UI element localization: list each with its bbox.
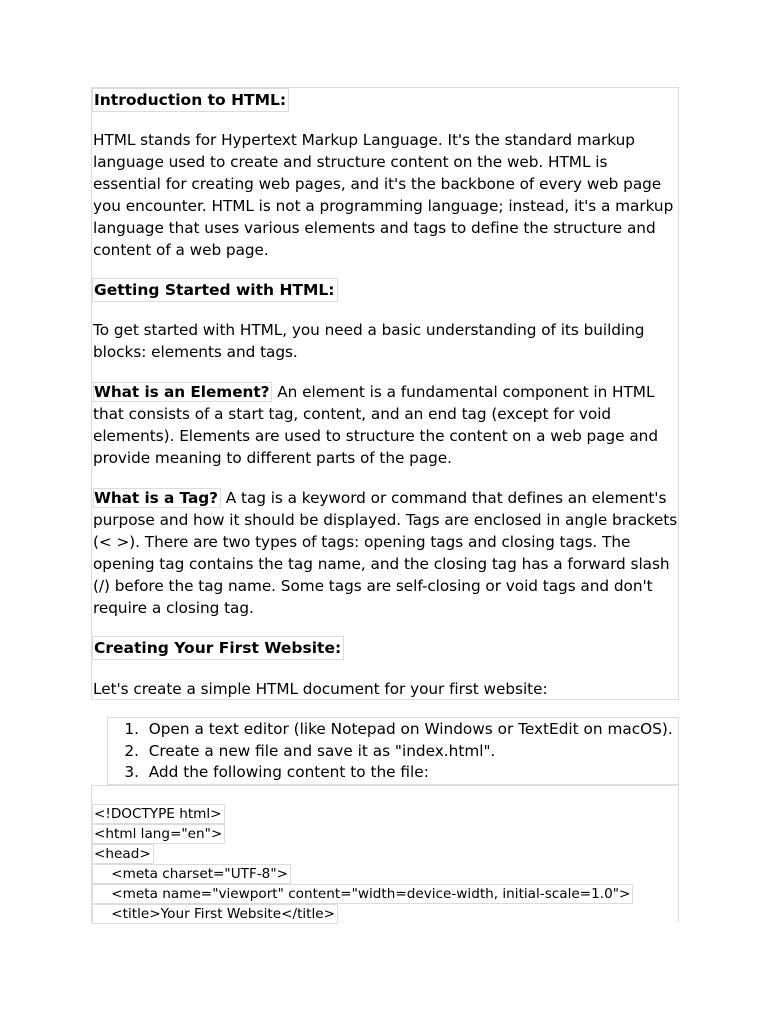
- code-line: <head>: [92, 844, 154, 864]
- code-line: <!DOCTYPE html>: [92, 804, 225, 824]
- code-line: <title>Your First Website</title>: [92, 904, 338, 924]
- list-item: [108, 719, 673, 741]
- first-website-paragraph: Let's create a simple HTML document for your first website:: [93, 680, 548, 698]
- first-website-heading: Creating Your First Website:: [92, 636, 344, 660]
- code-line: <meta charset="UTF-8">: [92, 864, 291, 884]
- step-number: 3.: [124, 763, 139, 781]
- step-text: Create a new file and save it as "index.html".: [148, 741, 496, 760]
- element-text: An element is a fundamental component in HTML that consists of a start tag, content, and an end tag (except for void elements). Elements are used to structure the content on a web page and provide meaning to different parts of the page.: [93, 383, 658, 467]
- tag-paragraph: [93, 487, 678, 619]
- steps-list: [108, 719, 673, 784]
- getting-started-heading: Getting Started with HTML:: [92, 278, 338, 302]
- code-line: <html lang="en">: [92, 824, 225, 844]
- step-number: 2.: [124, 741, 139, 760]
- intro-paragraph: HTML stands for Hypertext Markup Language. It's the standard markup language used to create and structure content on the web. HTML is essential for creating web pages, and it's the backbone of every web page you encounter. HTML is not a programming language; instead, it's a markup language that uses various elements and tags to define the structure and content of a web page.: [93, 131, 674, 259]
- getting-started-paragraph: To get started with HTML, you need a basic understanding of its building blocks: elements and tags.: [93, 321, 645, 361]
- step-text: Add the following content to the file:: [148, 763, 429, 781]
- element-lead: What is an Element?: [93, 382, 272, 402]
- code-line: <meta name="viewport" content="width=device-width, initial-scale=1.0">: [92, 884, 633, 904]
- list-item: [108, 762, 673, 784]
- tag-lead: What is a Tag?: [93, 488, 221, 508]
- list-item: [108, 741, 673, 763]
- step-text: Open a text editor (like Notepad on Windows or TextEdit on macOS).: [148, 720, 673, 738]
- tag-text: A tag is a keyword or command that defines an element's purpose and how it should be displayed. Tags are enclosed in angle brackets (< >). There are two types of tags: opening tags and closing tags. The opening tag contains the tag name, and the closing tag has a forward slash (/) before the tag name. Some tags are self-closing or void tags and don't require a closing tag.: [93, 489, 678, 617]
- element-paragraph: [93, 381, 678, 469]
- intro-heading: Introduction to HTML:: [92, 88, 289, 112]
- step-number: 1.: [124, 720, 139, 738]
